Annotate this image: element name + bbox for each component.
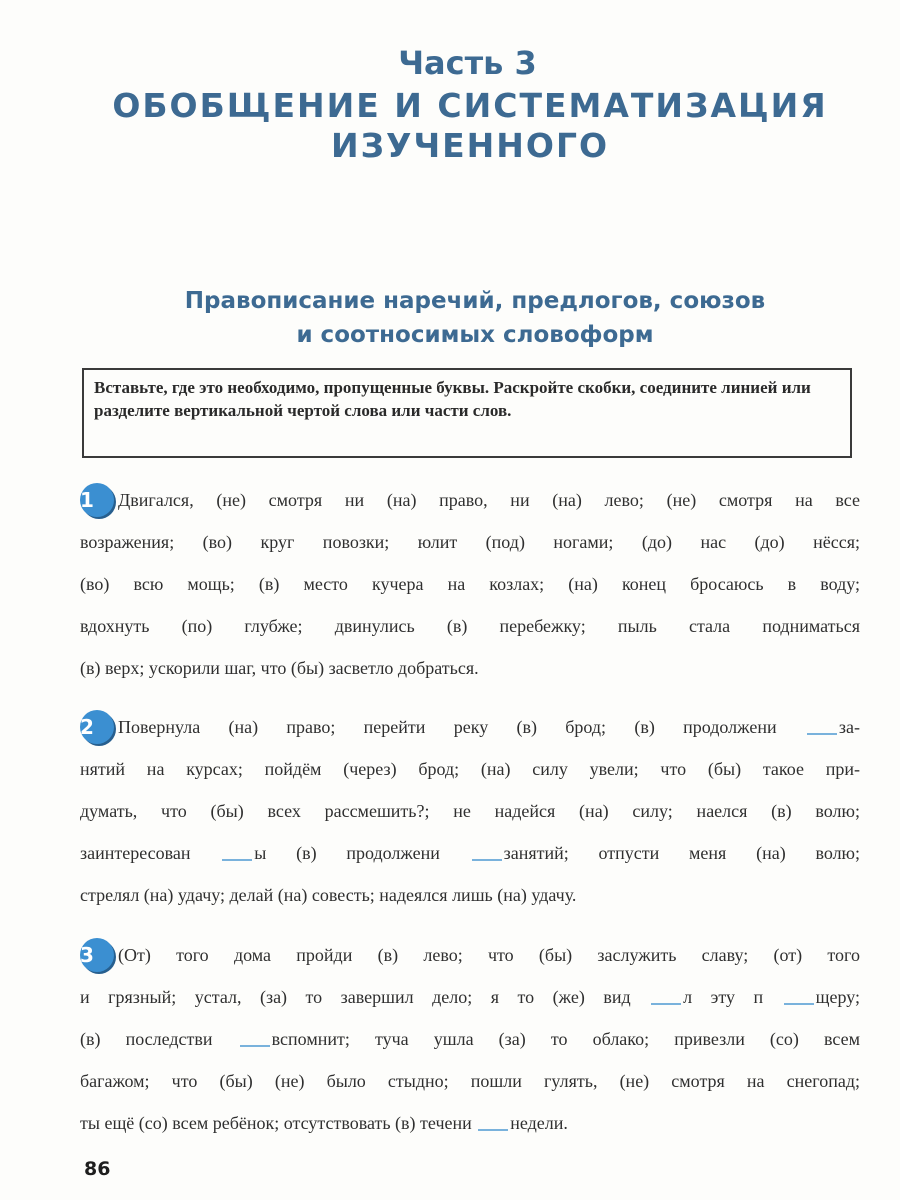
fill-in-blank[interactable] (472, 858, 502, 861)
page-number: 86 (84, 1158, 111, 1180)
exercise-line: багажом; что (бы) (не) было стыдно; пошли гулять, (не) смотря на снегопад; (80, 1071, 860, 1091)
exercise-text: вспомнит; туча ушла (за) то облако; привезли (со) всем (271, 1029, 861, 1049)
exercise-line (80, 479, 860, 521)
exercise-text: за- (838, 717, 860, 737)
exercise-text: (в) последстви (80, 1029, 213, 1049)
exercise-line (80, 934, 860, 976)
part-label: Часть 3 (398, 44, 537, 82)
exercise-number-badge: 1 (80, 483, 114, 517)
exercise-text: л эту п (683, 987, 764, 1007)
exercise-text: недели. (510, 1113, 568, 1133)
part-title (0, 86, 900, 166)
fill-in-blank[interactable] (240, 1044, 270, 1047)
exercise-text: (От) того дома пройди (в) лево; что (бы) заслужить славу; (от) того (118, 945, 860, 965)
part-title-line1: ОБОБЩЕНИЕ И СИСТЕМАТИЗАЦИЯ (112, 86, 828, 125)
instruction-box: Вставьте, где это необходимо, пропущенные буквы. Раскройте скобки, соедините линией или разделите вертикальной чертой слова или части слов. (82, 368, 852, 458)
exercise-line: стрелял (на) удачу; делай (на) совесть; надеялся лишь (на) удачу. (80, 885, 577, 905)
exercise-text: занятий; отпусти меня (на) волю; (503, 843, 861, 863)
section-title (0, 284, 900, 352)
exercise-line: нятий на курсах; пойдём (через) брод; (на) силу увели; что (бы) такое при- (80, 759, 860, 779)
fill-in-blank[interactable] (478, 1128, 508, 1131)
exercise-1 (80, 479, 860, 689)
fill-in-blank[interactable] (222, 858, 252, 861)
exercise-number-badge: 3 (80, 938, 114, 972)
section-title-line2: и соотносимых словоформ (296, 322, 654, 348)
exercise-line (80, 976, 860, 1018)
exercise-line (80, 706, 860, 748)
exercise-text: ты ещё (со) всем ребёнок; отсутствовать (в) течени (80, 1113, 472, 1133)
section-title-line1: Правописание наречий, предлогов, союзов (184, 288, 766, 314)
fill-in-blank[interactable] (807, 732, 837, 735)
exercise-text: Повернула (на) право; перейти реку (в) брод; (в) продолжени (118, 717, 777, 737)
exercise-line: думать, что (бы) всех рассмешить?; не надейся (на) силу; наелся (в) волю; (80, 801, 860, 821)
fill-in-blank[interactable] (784, 1002, 814, 1005)
exercise-text: щеру; (815, 987, 860, 1007)
exercise-3 (80, 934, 860, 1144)
exercise-line (80, 832, 860, 874)
fill-in-blank[interactable] (651, 1002, 681, 1005)
exercise-line: (во) всю мощь; (в) место кучера на козлах; (на) конец бросаюсь в воду; (80, 574, 860, 594)
exercise-line (80, 1018, 860, 1060)
exercise-text: заинтересован (80, 843, 191, 863)
exercise-line: (в) верх; ускорили шаг, что (бы) засветло добраться. (80, 658, 479, 678)
part-title-line2: ИЗУЧЕННОГО (330, 126, 610, 165)
exercise-line (80, 1102, 860, 1144)
exercise-line: вдохнуть (по) глубже; двинулись (в) перебежку; пыль стала подниматься (80, 616, 860, 636)
exercise-2 (80, 706, 860, 916)
exercise-text: ы (в) продолжени (254, 843, 440, 863)
exercise-number-badge: 2 (80, 710, 114, 744)
exercise-line: возражения; (во) круг повозки; юлит (под) ногами; (до) нас (до) нёсся; (80, 532, 860, 552)
exercise-text: Двигался, (не) смотря ни (на) право, ни (на) лево; (не) смотря на все (118, 490, 860, 510)
exercise-text: и грязный; устал, (за) то завершил дело; я то (же) вид (80, 987, 631, 1007)
